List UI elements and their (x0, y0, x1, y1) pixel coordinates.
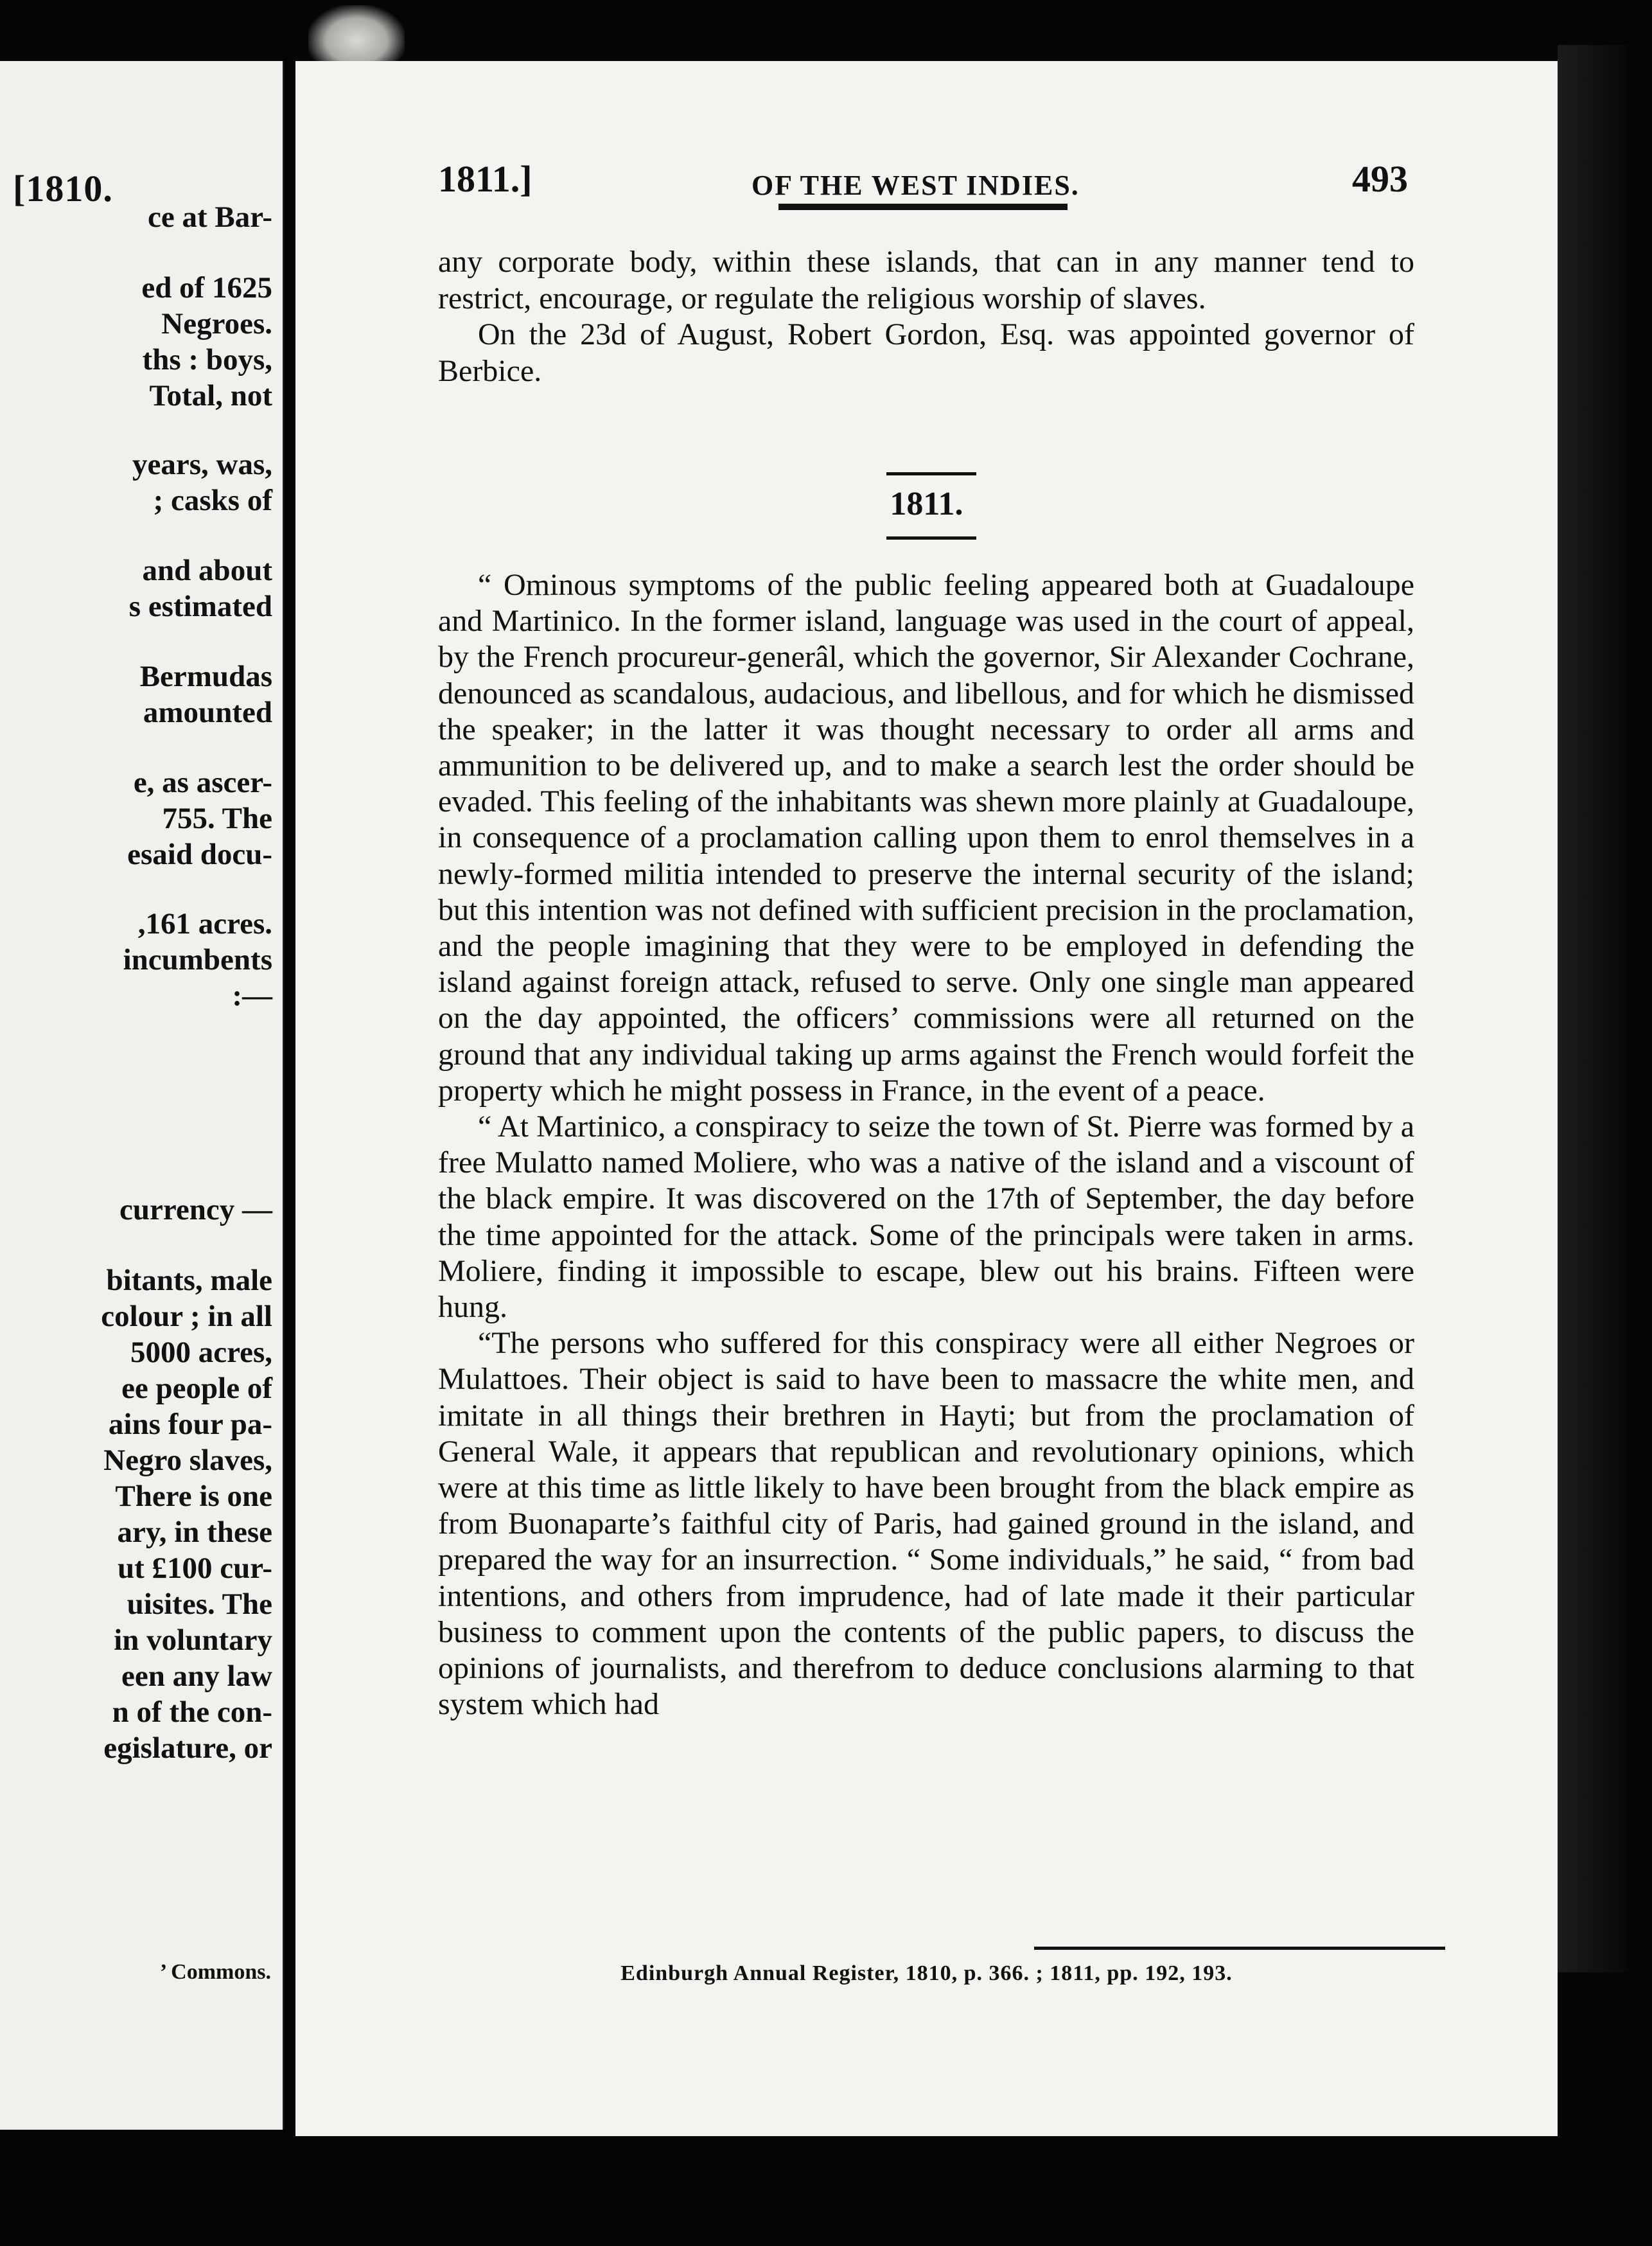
left-text-line: esaid docu- (127, 838, 272, 871)
paragraph: any corporate body, within these islands, that can in any manner tend to restrict, encourage, or regulate the religious worship of slaves. (438, 245, 1414, 315)
left-text-line: ths : boys, (142, 343, 272, 376)
footnote-rule (1034, 1947, 1445, 1950)
left-text-line: ains four pa- (108, 1408, 272, 1441)
left-text-line: egislature, or (103, 1731, 272, 1765)
left-text-line: incumbents (123, 943, 272, 977)
section-year: 1811. (890, 486, 963, 522)
left-text-line: s estimated (128, 590, 272, 623)
left-text-line: 755. The (162, 802, 272, 835)
header-title: OF THE WEST INDIES. (751, 170, 1080, 201)
left-page (0, 61, 284, 2130)
left-text-line: ce at Bar- (148, 200, 272, 234)
left-text-line: bitants, male (106, 1264, 272, 1297)
left-running-head: [1810. (13, 168, 113, 209)
right-page (295, 61, 1558, 2136)
header-year: 1811.] (438, 158, 532, 200)
left-text-line: ,161 acres. (137, 907, 272, 941)
left-text-line: uisites. The (127, 1587, 272, 1621)
left-text-line: ary, in these (117, 1516, 272, 1549)
header-rule (778, 204, 1068, 210)
left-text-line: Bermudas (139, 660, 272, 693)
left-text-line: There is one (115, 1480, 272, 1513)
left-text-line: ut £100 cur- (117, 1552, 272, 1585)
left-text-line: n of the con- (112, 1695, 272, 1729)
left-text-line: een any law (121, 1659, 272, 1693)
left-text-line: amounted (143, 696, 272, 729)
left-text-line: Total, not (149, 379, 272, 412)
left-text-line: in voluntary (114, 1623, 272, 1657)
left-text-line: ; casks of (153, 484, 272, 517)
page-stain (308, 5, 405, 69)
section-rule-bottom (886, 536, 976, 540)
left-text-line: colour ; in all (101, 1300, 272, 1333)
section-rule-top (886, 472, 976, 475)
quoted-text (438, 567, 1414, 1723)
left-text-line: e, as ascer- (133, 766, 272, 799)
paragraph: “ Ominous symptoms of the public feeling appeared both at Guadaloupe and Martinico. In the former island, language was used in the court of appeal, by the French procureur-generâl, which the governor, Sir Alexander Cochrane, denounced as scandalous, audacious, and libellous, and for which he dismissed the speaker; in the latter it was thought necessary to order all arms and ammunition to be delivered up, and to make a search lest the order should be evaded. This feeling of the inhabitants was shewn more plainly at Guadaloupe, in consequence of a proclamation calling upon them to enrol themselves in a newly-formed militia intended to preserve the internal security of the island; but this intention was not defined with sufficient precision in the proclamation, and the people imagining that they were to be employed in defending the island against foreign attack, refused to serve. Only one single man appeared on the day appointed, the officers’ commissions were all returned on the ground that any individual taking up arms against the French would forfeit the property which he might possess in France, in the event of a peace. (438, 568, 1414, 1108)
book-edge-shadow (1558, 45, 1628, 1972)
left-text-line: Negroes. (161, 307, 272, 340)
left-text-line: currency — (119, 1193, 272, 1226)
left-text-line: :— (232, 979, 272, 1012)
intro-text (438, 244, 1414, 389)
left-text-line: ed of 1625 (141, 271, 272, 305)
left-text-line: and about (142, 554, 272, 587)
left-footnote: ’ Commons. (159, 1960, 271, 1984)
paragraph: “ At Martinico, a conspiracy to seize the town of St. Pierre was formed by a free Mulatto named Moliere, who was a native of the island and a viscount of the black empire. It was discovered on the 17th of September, the day before the time appointed for the attack. Some of the principals were taken in arms. Moliere, finding it impossible to escape, blew out his brains. Fifteen were hung. (438, 1110, 1414, 1325)
page-number: 493 (1352, 158, 1408, 200)
left-text-line: years, was, (132, 448, 272, 481)
left-text-line: Negro slaves, (103, 1444, 272, 1477)
left-text-line: 5000 acres, (130, 1336, 272, 1369)
left-text-line: ee people of (121, 1372, 272, 1405)
paragraph: On the 23d of August, Robert Gordon, Esq. was appointed governor of Berbice. (438, 317, 1414, 388)
paragraph: “The persons who suffered for this conspiracy were all either Negroes or Mulattoes. Their object is said to have been to massacre the white men, and imitate in all things their brethren in Hayti; but from the proclamation of General Wale, it appears that republican and revolutionary opinions, which were at this time as little likely to have been brought from the black empire as from Buonaparte’s faithful city of Paris, had gained ground in the island, and prepared the way for an insurrection. “ Some individuals,” he said, “ from bad intentions, and others from imprudence, had of late made it their particular business to comment upon the contents of the public papers, to discuss the opinions of journalists, and therefrom to deduce conclusions alarming to that system which had (438, 1326, 1414, 1722)
footnote: Edinburgh Annual Register, 1810, p. 366. ; 1811, pp. 192, 193. (620, 1961, 1233, 1985)
